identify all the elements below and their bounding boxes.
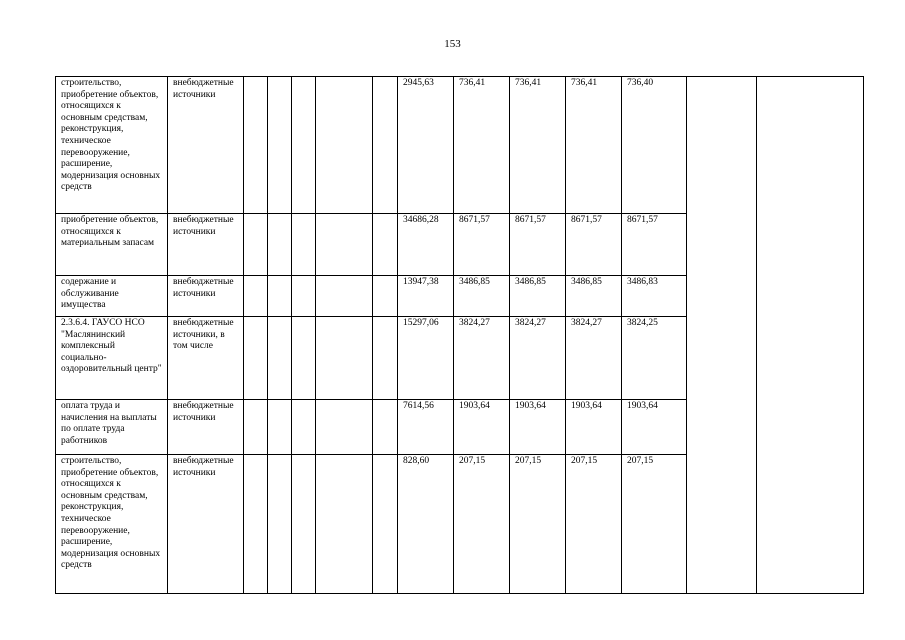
year-value-cell: 1903,64 <box>454 400 510 455</box>
year-value-cell: 3824,27 <box>454 317 510 400</box>
year-value-cell: 1903,64 <box>622 400 687 455</box>
empty-cell <box>373 276 398 317</box>
expense-name-cell: оплата труда и начисления на выплаты по оплате труда работников <box>56 400 168 455</box>
year-value-cell: 207,15 <box>454 455 510 594</box>
year-value-cell: 3486,83 <box>622 276 687 317</box>
total-value-cell: 2945,63 <box>398 77 454 214</box>
empty-cell <box>373 400 398 455</box>
funding-source-cell: внебюджетные источники <box>168 455 244 594</box>
year-value-cell: 736,41 <box>454 77 510 214</box>
empty-cell <box>244 214 268 276</box>
year-value-cell: 3486,85 <box>566 276 622 317</box>
total-value-cell: 34686,28 <box>398 214 454 276</box>
year-value-cell: 8671,57 <box>566 214 622 276</box>
empty-cell <box>316 400 373 455</box>
year-value-cell: 1903,64 <box>510 400 566 455</box>
total-value-cell: 7614,56 <box>398 400 454 455</box>
year-value-cell: 8671,57 <box>622 214 687 276</box>
empty-cell <box>292 455 316 594</box>
year-value-cell: 207,15 <box>622 455 687 594</box>
year-value-cell: 8671,57 <box>454 214 510 276</box>
institution-name-cell: 2.3.6.4. ГАУСО НСО "Маслянинский комплексный социально-оздоровительный центр" <box>56 317 168 400</box>
empty-cell <box>244 400 268 455</box>
empty-cell <box>292 317 316 400</box>
merged-empty-column <box>687 77 757 594</box>
empty-cell <box>268 276 292 317</box>
year-value-cell: 736,41 <box>510 77 566 214</box>
empty-cell <box>292 400 316 455</box>
empty-cell <box>373 214 398 276</box>
empty-cell <box>316 455 373 594</box>
year-value-cell: 3824,27 <box>510 317 566 400</box>
funding-source-cell: внебюджетные источники <box>168 214 244 276</box>
empty-cell <box>244 455 268 594</box>
year-value-cell: 736,40 <box>622 77 687 214</box>
empty-cell <box>316 214 373 276</box>
total-value-cell: 13947,38 <box>398 276 454 317</box>
expense-name-cell: строительство, приобретение объектов, относящихся к основным средствам, реконструкция, техническое перевооружение, расширение, модернизация основных средств <box>56 455 168 594</box>
empty-cell <box>268 214 292 276</box>
expense-name-cell: содержание и обслуживание имущества <box>56 276 168 317</box>
table-row <box>56 77 864 214</box>
year-value-cell: 3486,85 <box>454 276 510 317</box>
year-value-cell: 207,15 <box>566 455 622 594</box>
total-value-cell: 15297,06 <box>398 317 454 400</box>
page-number: 153 <box>444 38 461 50</box>
empty-cell <box>292 276 316 317</box>
empty-cell <box>268 77 292 214</box>
empty-cell <box>292 214 316 276</box>
funding-source-cell: внебюджетные источники <box>168 400 244 455</box>
year-value-cell: 3824,25 <box>622 317 687 400</box>
total-value-cell: 828,60 <box>398 455 454 594</box>
expense-name-cell: строительство, приобретение объектов, относящихся к основным средствам, реконструкция, техническое перевооружение, расширение, модернизация основных средств <box>56 77 168 214</box>
empty-cell <box>373 455 398 594</box>
expense-name-cell: приобретение объектов, относящихся к материальным запасам <box>56 214 168 276</box>
funding-source-cell: внебюджетные источники <box>168 276 244 317</box>
empty-cell <box>316 276 373 317</box>
funding-source-cell: внебюджетные источники <box>168 77 244 214</box>
funding-source-cell: внебюджетные источники, в том числе <box>168 317 244 400</box>
year-value-cell: 3824,27 <box>566 317 622 400</box>
year-value-cell: 3486,85 <box>510 276 566 317</box>
year-value-cell: 8671,57 <box>510 214 566 276</box>
year-value-cell: 736,41 <box>566 77 622 214</box>
year-value-cell: 1903,64 <box>566 400 622 455</box>
empty-cell <box>373 317 398 400</box>
empty-cell <box>244 317 268 400</box>
empty-cell <box>244 276 268 317</box>
empty-cell <box>268 400 292 455</box>
empty-cell <box>292 77 316 214</box>
empty-cell <box>268 317 292 400</box>
empty-cell <box>244 77 268 214</box>
empty-cell <box>316 77 373 214</box>
empty-cell <box>316 317 373 400</box>
empty-cell <box>268 455 292 594</box>
budget-table <box>55 76 864 594</box>
empty-cell <box>373 77 398 214</box>
merged-empty-column <box>757 77 864 594</box>
year-value-cell: 207,15 <box>510 455 566 594</box>
